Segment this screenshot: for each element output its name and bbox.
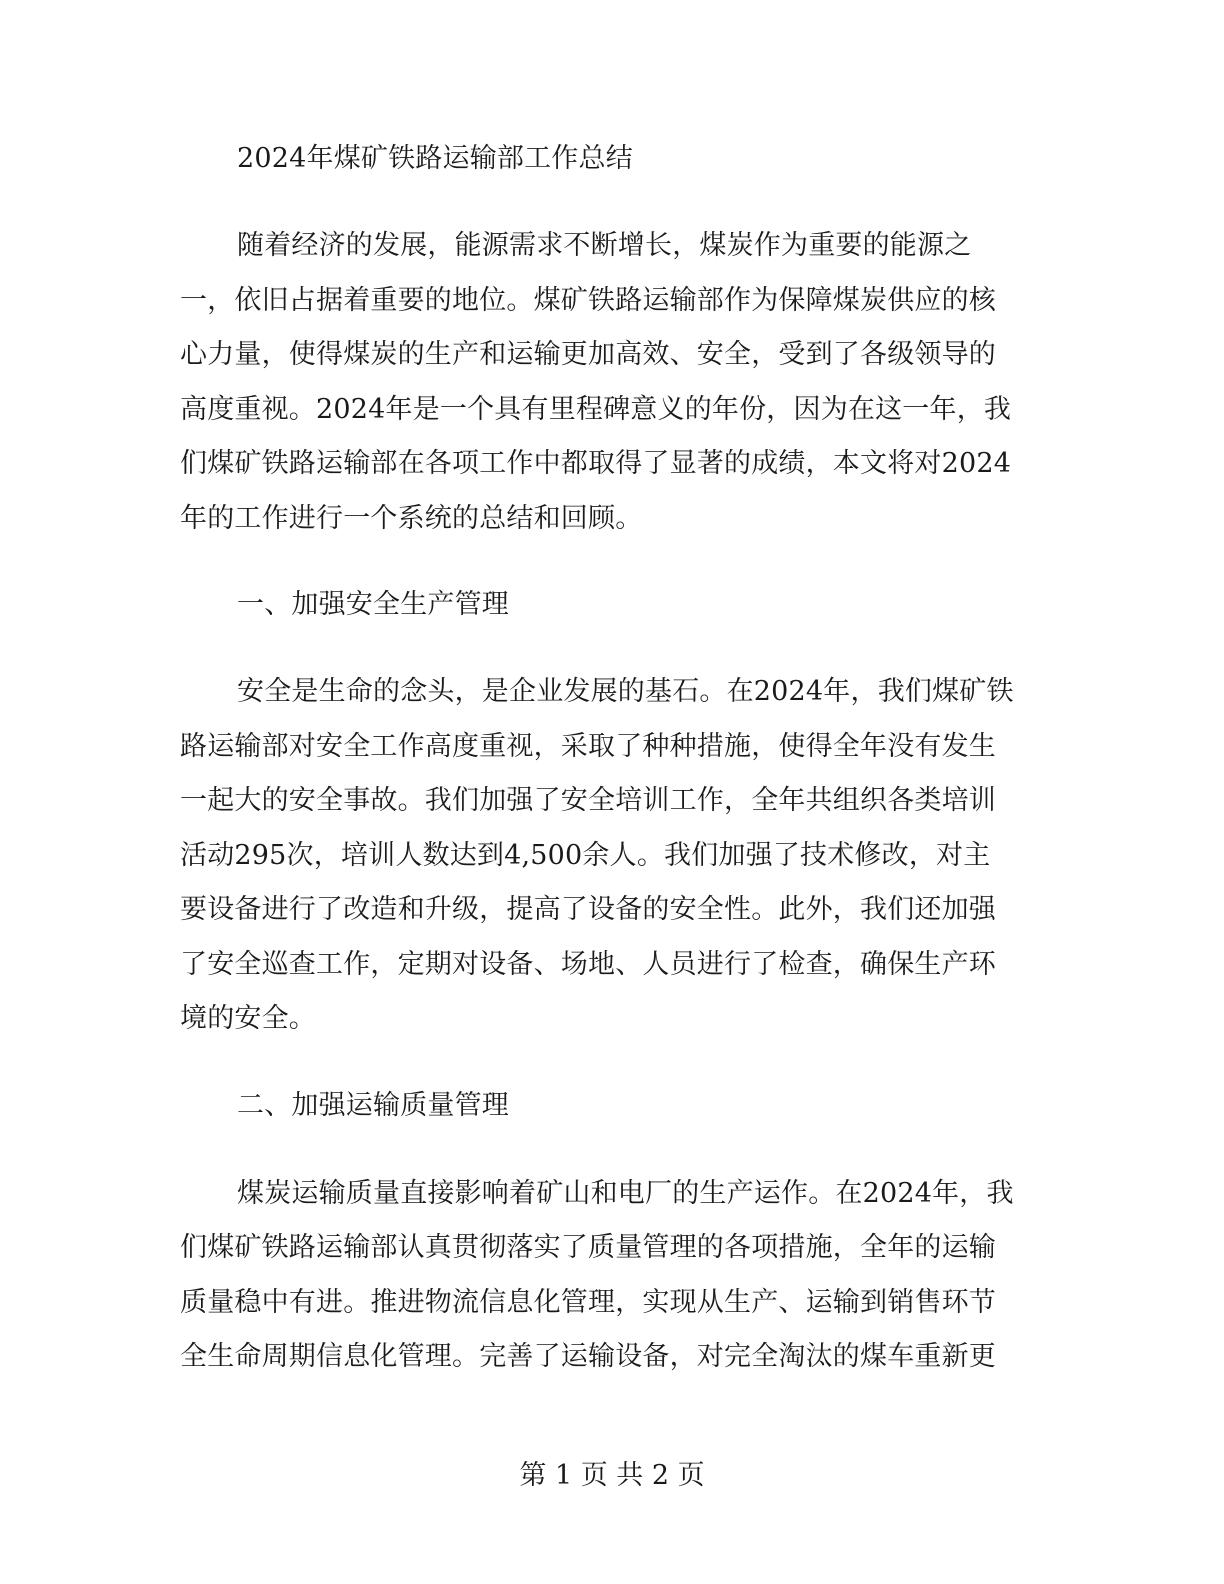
intro-line-5: 们煤矿铁路运输部在各项工作中都取得了显著的成绩，本文将对2024	[180, 448, 1012, 479]
intro-line-6: 年的工作进行一个系统的总结和回顾。	[180, 503, 643, 534]
document-title: 2024年煤矿铁路运输部工作总结	[237, 143, 633, 174]
section2-line-3: 质量稳中有进。推进物流信息化管理，实现从生产、运输到销售环节	[180, 1287, 996, 1318]
section1-line-7: 境的安全。	[180, 1003, 316, 1034]
section1-line-5: 要设备进行了改造和升级，提高了设备的安全性。此外，我们还加强	[180, 894, 996, 925]
section1-line-2: 路运输部对安全工作高度重视，采取了种种措施，使得全年没有发生	[180, 731, 996, 762]
section1-line-1: 安全是生命的念头，是企业发展的基石。在2024年，我们煤矿铁	[237, 676, 1014, 707]
section1-heading: 一、加强安全生产管理	[237, 589, 509, 620]
intro-line-2: 一，依旧占据着重要的地位。煤矿铁路运输部作为保障煤炭供应的核	[180, 285, 996, 316]
section2-line-1: 煤炭运输质量直接影响着矿山和电厂的生产运作。在2024年，我	[237, 1178, 1014, 1209]
page-number-footer: 第 1 页 共 2 页	[519, 1460, 705, 1491]
section2-heading: 二、加强运输质量管理	[237, 1090, 509, 1121]
section1-line-4: 活动295次，培训人数达到4,500余人。我们加强了技术修改，对主	[180, 840, 991, 871]
section2-line-4: 全生命周期信息化管理。完善了运输设备，对完全淘汰的煤车重新更	[180, 1341, 996, 1372]
intro-line-3: 心力量，使得煤炭的生产和运输更加高效、安全，受到了各级领导的	[180, 339, 996, 370]
intro-line-4: 高度重视。2024年是一个具有里程碑意义的年份，因为在这一年，我	[180, 394, 1012, 425]
section1-line-3: 一起大的安全事故。我们加强了安全培训工作，全年共组织各类培训	[180, 785, 996, 816]
intro-line-1: 随着经济的发展，能源需求不断增长，煤炭作为重要的能源之	[237, 230, 972, 261]
section2-line-2: 们煤矿铁路运输部认真贯彻落实了质量管理的各项措施，全年的运输	[180, 1232, 996, 1263]
section1-line-6: 了安全巡查工作，定期对设备、场地、人员进行了检查，确保生产环	[180, 949, 996, 980]
